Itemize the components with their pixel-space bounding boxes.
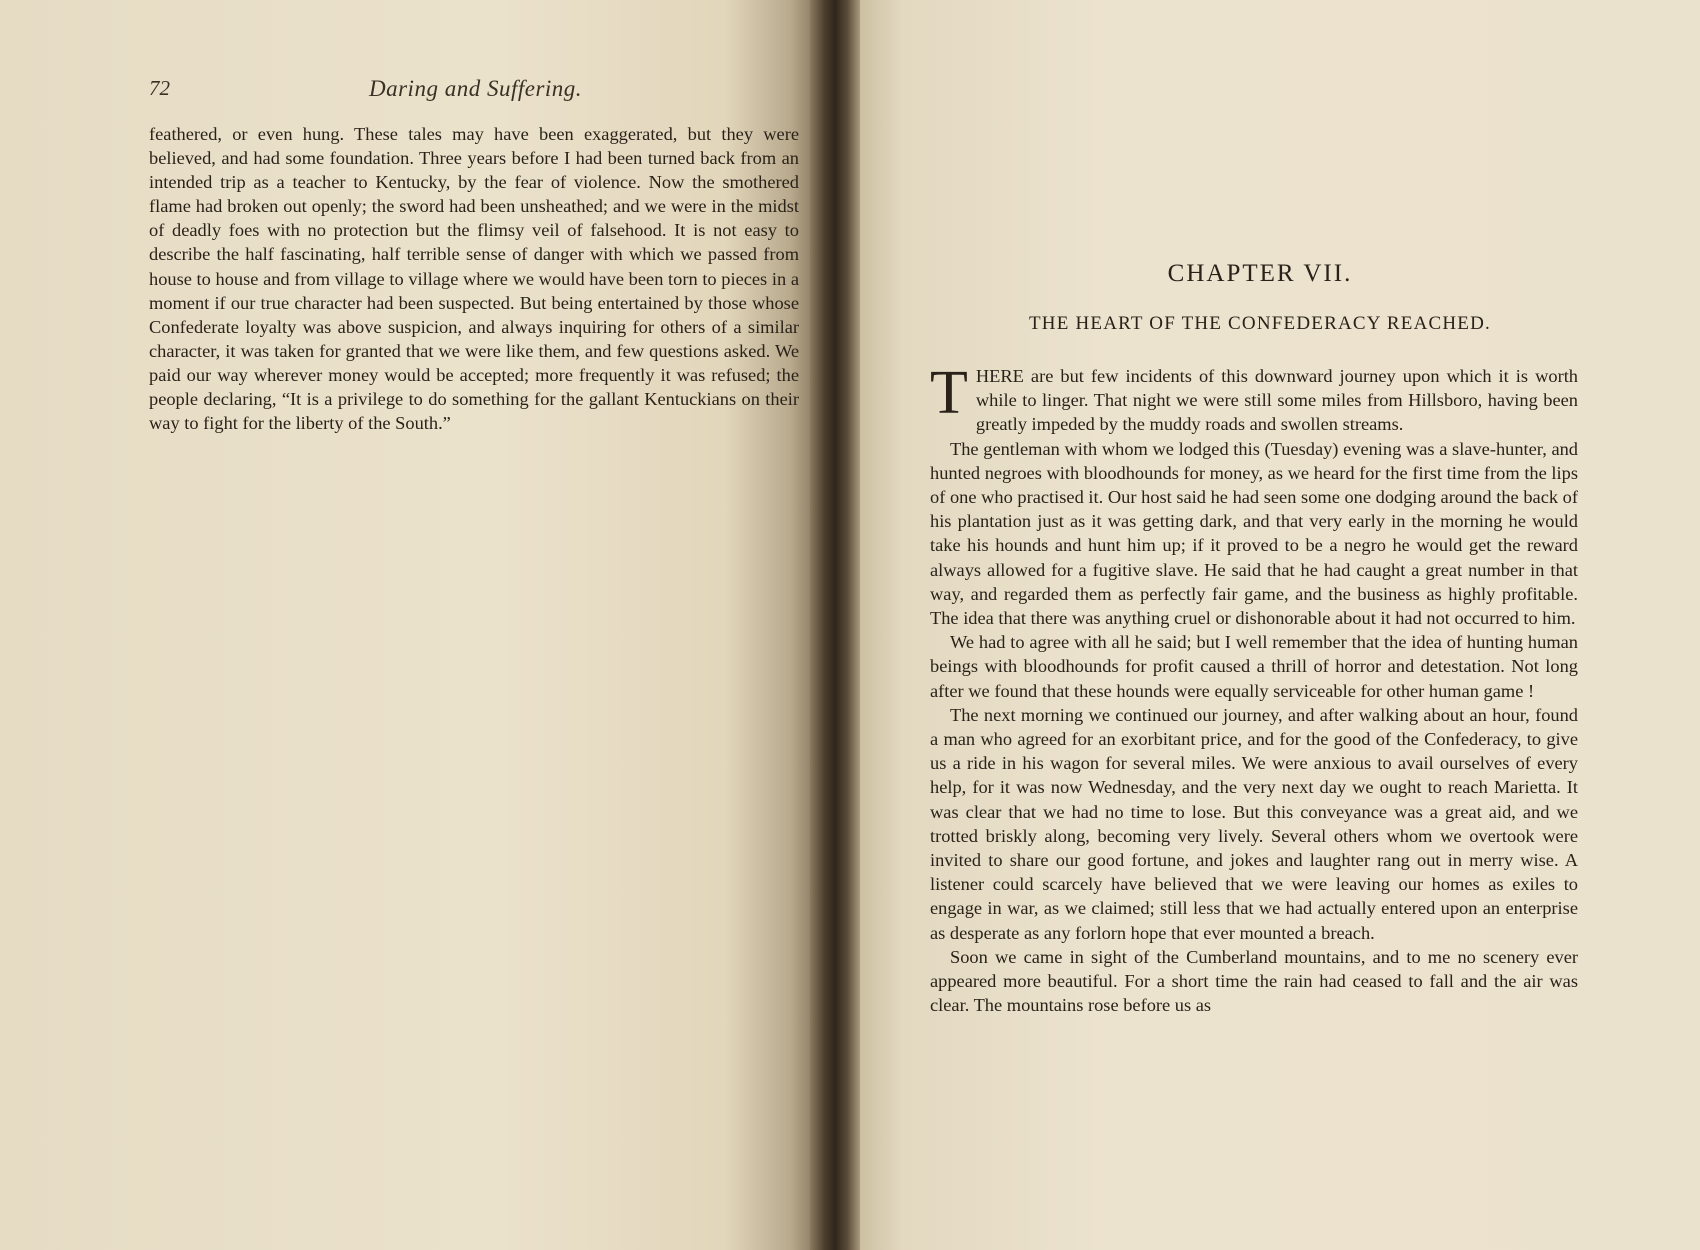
paragraph-1 xyxy=(930,359,1578,437)
drop-cap: T xyxy=(930,359,968,427)
book-gutter xyxy=(810,0,860,1250)
running-head xyxy=(149,76,799,106)
paragraph-3: We had to agree with all he said; but I well remember that the idea of hunting human beings with bloodhounds for profit caused a thrill of horror and detestation. Not long after we found that these hounds were equally serviceable for other human game ! xyxy=(930,632,1578,701)
paragraph-5: Soon we came in sight of the Cumberland mountains, and to me no scenery ever appeared more beautiful. For a short time the rain had ceased to fall and the air was clear. The mountains rose before us as xyxy=(930,946,1578,1016)
paragraph-2: The gentleman with whom we lodged this (Tuesday) evening was a slave-hunter, and hunted negroes with bloodhounds for money, as we heard for the first time from the lips of one who practised it. Our host said he had seen some one dodging around the back of his plantation just as it was getting dark, and that very early in the morning he would take his hounds and hunt him up; if it proved to be a negro he would get the reward always allowed for a fugitive slave. He said that he had caught a great number in that way, and regarded them as perfectly fair game, and the business as highly profitable. The idea that there was anything cruel or dishonorable about it had not occurred to him. xyxy=(930,438,1578,629)
running-title: Daring and Suffering. xyxy=(369,76,583,101)
left-page-text: feathered, or even hung. These tales may have been exaggerated, but they were believed, and had some foundation. Three years before I had been turned back from an intended trip as a teacher to Kentucky, by the fear of violence. Now the smothered flame had broken out openly; the sword had been unsheathed; and we were in the midst of deadly foes with no protection but the flimsy veil of falsehood. It is not easy to describe the half fascinating, half terrible sense of danger with which we passed from house to house and from village to village where we would have been torn to pieces in a moment if our true character had been suspected. But being entertained by those whose Confederate loyalty was above suspicion, and always inquiring for others of a similar character, it was taken for granted that we were like them, and few questions asked. We paid our way wherever money would be accepted; more frequently it was refused; the people declaring, “It is a privilege to do something for the gallant Kentuckians on their way to fight for the liberty of the South.” xyxy=(149,124,799,434)
chapter-subtitle: THE HEART OF THE CONFEDERACY REACHED. xyxy=(1029,313,1491,334)
paragraph-4: The next morning we continued our journey, and after walking about an hour, found a man who agreed for an exorbitant price, and for the good of the Confederacy, to give us a ride in his wagon for several miles. We were anxious to avail ourselves of every help, for it was now Wednesday, and the very next day we ought to reach Marietta. It was clear that we had no time to lose. But this conveyance was a great aid, and we trotted briskly along, becoming very lively. Several others whom we overtook were invited to share our good fortune, and jokes and laughter rang out in merry wise. A listener could scarcely have believed that we were leaving our homes as exiles to engage in war, as we claimed; still less that we had actually entered upon an enterprise as desperate as any forlorn hope that ever mounted a breach. xyxy=(930,704,1578,943)
chapter-title: CHAPTER VII. xyxy=(1167,260,1353,287)
paragraph-1-text: HERE are but few incidents of this downward journey upon which it is worth while to linger. That night we were still some miles from Hillsboro, having been greatly impeded by the muddy roads and swollen streams. xyxy=(975,366,1578,435)
right-page-text xyxy=(930,359,1578,1017)
page-number: 72 xyxy=(149,76,170,100)
